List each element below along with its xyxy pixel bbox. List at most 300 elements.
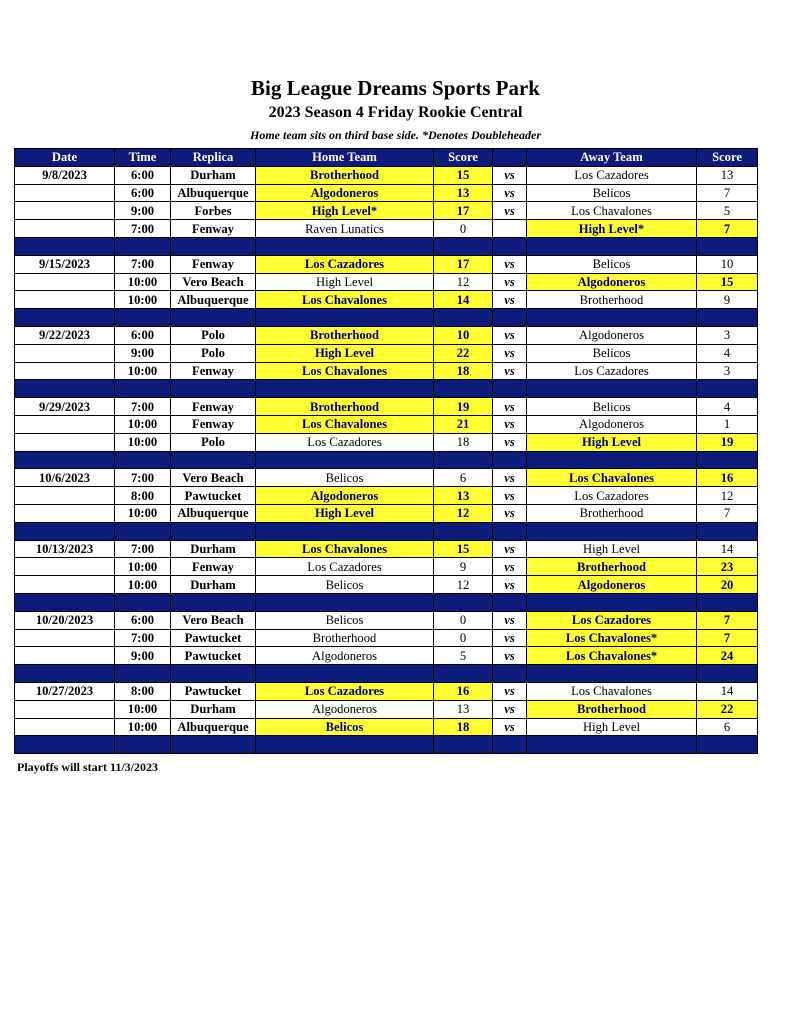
game-time: 7:00 <box>115 629 171 647</box>
table-row <box>15 415 758 433</box>
separator-cell <box>115 593 171 611</box>
game-time: 10:00 <box>115 362 171 380</box>
home-score: 21 <box>434 415 493 433</box>
game-date: 10/13/2023 <box>15 540 115 558</box>
game-replica: Durham <box>171 700 256 718</box>
home-score: 12 <box>434 273 493 291</box>
away-team: Belicos <box>527 255 697 273</box>
away-team: Belicos <box>527 344 697 362</box>
table-row <box>15 504 758 522</box>
separator-cell <box>115 237 171 255</box>
home-score: 6 <box>434 469 493 487</box>
away-score: 23 <box>697 558 758 576</box>
game-time: 10:00 <box>115 718 171 736</box>
home-team: Los Cazadores <box>256 255 434 273</box>
home-team: Los Cazadores <box>256 433 434 451</box>
away-score: 7 <box>697 504 758 522</box>
away-score: 14 <box>697 682 758 700</box>
away-score: 7 <box>697 611 758 629</box>
game-date: 10/6/2023 <box>15 469 115 487</box>
separator-cell <box>256 522 434 540</box>
game-time: 7:00 <box>115 398 171 416</box>
vs-label: vs <box>493 718 527 736</box>
week-separator <box>15 593 758 611</box>
game-replica: Pawtucket <box>171 629 256 647</box>
home-team: Los Chavalones <box>256 291 434 309</box>
vs-label: vs <box>493 558 527 576</box>
separator-cell <box>115 736 171 754</box>
schedule-table <box>14 148 758 754</box>
game-time: 7:00 <box>115 220 171 238</box>
separator-cell <box>15 309 115 327</box>
table-row <box>15 611 758 629</box>
away-team: Los Cazadores <box>527 362 697 380</box>
vs-label: vs <box>493 469 527 487</box>
separator-cell <box>527 593 697 611</box>
game-replica: Vero Beach <box>171 611 256 629</box>
vs-label <box>493 220 527 238</box>
game-replica: Albuquerque <box>171 718 256 736</box>
away-score: 24 <box>697 647 758 665</box>
separator-cell <box>434 593 493 611</box>
week-separator <box>15 736 758 754</box>
table-row <box>15 487 758 505</box>
game-time: 10:00 <box>115 576 171 594</box>
away-team: Belicos <box>527 184 697 202</box>
schedule-body <box>15 166 758 753</box>
separator-cell <box>493 309 527 327</box>
separator-cell <box>493 237 527 255</box>
home-team-note: Home team sits on third base side. *Denotes Doubleheader <box>250 128 541 142</box>
away-score: 10 <box>697 255 758 273</box>
week-separator <box>15 522 758 540</box>
vs-label: vs <box>493 398 527 416</box>
game-replica: Albuquerque <box>171 504 256 522</box>
home-score: 10 <box>434 326 493 344</box>
week-separator <box>15 309 758 327</box>
away-team: Los Cazadores <box>527 166 697 184</box>
separator-cell <box>434 309 493 327</box>
game-time: 10:00 <box>115 700 171 718</box>
game-replica: Durham <box>171 576 256 594</box>
table-row <box>15 202 758 220</box>
table-row <box>15 220 758 238</box>
table-row <box>15 273 758 291</box>
away-team: High Level <box>527 433 697 451</box>
away-score: 12 <box>697 487 758 505</box>
separator-cell <box>115 380 171 398</box>
away-score: 16 <box>697 469 758 487</box>
separator-cell <box>115 451 171 469</box>
away-score: 22 <box>697 700 758 718</box>
separator-cell <box>493 451 527 469</box>
separator-cell <box>434 522 493 540</box>
home-team: Los Chavalones <box>256 415 434 433</box>
game-time: 10:00 <box>115 504 171 522</box>
separator-cell <box>171 380 256 398</box>
away-score: 9 <box>697 291 758 309</box>
separator-cell <box>527 736 697 754</box>
home-score: 13 <box>434 487 493 505</box>
game-time: 9:00 <box>115 647 171 665</box>
table-row <box>15 558 758 576</box>
away-team: Algodoneros <box>527 326 697 344</box>
season-subtitle: 2023 Season 4 Friday Rookie Central <box>268 104 523 121</box>
game-date <box>15 220 115 238</box>
home-score: 5 <box>434 647 493 665</box>
game-replica: Pawtucket <box>171 682 256 700</box>
home-team: Algodoneros <box>256 700 434 718</box>
separator-cell <box>171 665 256 683</box>
table-row <box>15 629 758 647</box>
game-replica: Polo <box>171 433 256 451</box>
home-score: 19 <box>434 398 493 416</box>
separator-cell <box>171 593 256 611</box>
vs-label: vs <box>493 629 527 647</box>
table-row <box>15 166 758 184</box>
separator-cell <box>697 237 758 255</box>
game-time: 6:00 <box>115 166 171 184</box>
game-date <box>15 291 115 309</box>
home-score: 15 <box>434 540 493 558</box>
week-separator <box>15 451 758 469</box>
home-score: 13 <box>434 184 493 202</box>
vs-label: vs <box>493 344 527 362</box>
away-score: 15 <box>697 273 758 291</box>
game-date: 9/22/2023 <box>15 326 115 344</box>
separator-cell <box>697 380 758 398</box>
week-separator <box>15 665 758 683</box>
home-team: Brotherhood <box>256 166 434 184</box>
game-replica: Pawtucket <box>171 647 256 665</box>
separator-cell <box>434 665 493 683</box>
game-replica: Fenway <box>171 255 256 273</box>
game-date <box>15 487 115 505</box>
vs-label: vs <box>493 700 527 718</box>
table-row <box>15 255 758 273</box>
away-score: 20 <box>697 576 758 594</box>
home-score: 0 <box>434 220 493 238</box>
table-row <box>15 647 758 665</box>
home-score: 22 <box>434 344 493 362</box>
game-date <box>15 629 115 647</box>
table-row <box>15 718 758 736</box>
separator-cell <box>15 665 115 683</box>
col-header-home-score: Score <box>434 149 493 167</box>
separator-cell <box>15 593 115 611</box>
vs-label: vs <box>493 487 527 505</box>
game-replica: Pawtucket <box>171 487 256 505</box>
home-team: Raven Lunatics <box>256 220 434 238</box>
separator-cell <box>697 451 758 469</box>
game-time: 8:00 <box>115 682 171 700</box>
table-row <box>15 540 758 558</box>
away-team: Los Chavalones <box>527 469 697 487</box>
game-date <box>15 718 115 736</box>
home-team: Belicos <box>256 469 434 487</box>
col-header-away-score: Score <box>697 149 758 167</box>
vs-label: vs <box>493 576 527 594</box>
home-team: Brotherhood <box>256 398 434 416</box>
col-header-date: Date <box>15 149 115 167</box>
home-score: 18 <box>434 362 493 380</box>
separator-cell <box>171 309 256 327</box>
separator-cell <box>115 665 171 683</box>
away-score: 3 <box>697 326 758 344</box>
home-team: Los Chavalones <box>256 362 434 380</box>
separator-cell <box>527 522 697 540</box>
game-date <box>15 433 115 451</box>
table-row <box>15 291 758 309</box>
away-score: 7 <box>697 184 758 202</box>
separator-cell <box>15 522 115 540</box>
game-date <box>15 558 115 576</box>
home-team: Algodoneros <box>256 184 434 202</box>
home-score: 16 <box>434 682 493 700</box>
home-team: High Level* <box>256 202 434 220</box>
game-date: 9/8/2023 <box>15 166 115 184</box>
table-row <box>15 576 758 594</box>
table-row <box>15 344 758 362</box>
separator-cell <box>697 736 758 754</box>
away-team: Los Cazadores <box>527 611 697 629</box>
game-replica: Fenway <box>171 398 256 416</box>
away-team: High Level* <box>527 220 697 238</box>
separator-cell <box>527 309 697 327</box>
home-team: Los Cazadores <box>256 558 434 576</box>
game-time: 9:00 <box>115 344 171 362</box>
away-score: 1 <box>697 415 758 433</box>
separator-cell <box>256 593 434 611</box>
col-header-time: Time <box>115 149 171 167</box>
table-row <box>15 700 758 718</box>
separator-cell <box>493 665 527 683</box>
vs-label: vs <box>493 540 527 558</box>
home-team: High Level <box>256 344 434 362</box>
home-team: Brotherhood <box>256 326 434 344</box>
separator-cell <box>527 665 697 683</box>
separator-cell <box>256 237 434 255</box>
separator-cell <box>171 237 256 255</box>
home-score: 18 <box>434 433 493 451</box>
away-team: Brotherhood <box>527 700 697 718</box>
game-date <box>15 344 115 362</box>
game-replica: Albuquerque <box>171 184 256 202</box>
separator-cell <box>434 237 493 255</box>
separator-cell <box>697 522 758 540</box>
col-header-home-team: Home Team <box>256 149 434 167</box>
table-row <box>15 184 758 202</box>
separator-cell <box>527 237 697 255</box>
away-score: 19 <box>697 433 758 451</box>
home-score: 17 <box>434 255 493 273</box>
col-header-vs <box>493 149 527 167</box>
game-time: 10:00 <box>115 273 171 291</box>
away-team: Brotherhood <box>527 291 697 309</box>
game-time: 6:00 <box>115 184 171 202</box>
game-date: 9/29/2023 <box>15 398 115 416</box>
separator-cell <box>493 522 527 540</box>
vs-label: vs <box>493 682 527 700</box>
separator-cell <box>256 451 434 469</box>
home-team: High Level <box>256 273 434 291</box>
game-date <box>15 362 115 380</box>
game-time: 10:00 <box>115 558 171 576</box>
separator-cell <box>171 522 256 540</box>
game-time: 7:00 <box>115 540 171 558</box>
playoffs-note: Playoffs will start 11/3/2023 <box>17 760 158 774</box>
game-replica: Albuquerque <box>171 291 256 309</box>
away-score: 4 <box>697 398 758 416</box>
separator-cell <box>256 380 434 398</box>
game-replica: Fenway <box>171 558 256 576</box>
away-score: 7 <box>697 220 758 238</box>
col-header-away-team: Away Team <box>527 149 697 167</box>
week-separator <box>15 380 758 398</box>
away-team: Los Chavalones* <box>527 629 697 647</box>
game-time: 7:00 <box>115 469 171 487</box>
table-row <box>15 398 758 416</box>
separator-cell <box>434 451 493 469</box>
home-score: 0 <box>434 611 493 629</box>
separator-cell <box>15 237 115 255</box>
game-replica: Vero Beach <box>171 469 256 487</box>
separator-cell <box>256 736 434 754</box>
vs-label: vs <box>493 255 527 273</box>
separator-cell <box>697 309 758 327</box>
vs-label: vs <box>493 362 527 380</box>
away-team: High Level <box>527 718 697 736</box>
game-date <box>15 576 115 594</box>
away-team: Los Cazadores <box>527 487 697 505</box>
home-team: High Level <box>256 504 434 522</box>
away-team: Belicos <box>527 398 697 416</box>
away-score: 4 <box>697 344 758 362</box>
game-time: 10:00 <box>115 291 171 309</box>
away-score: 7 <box>697 629 758 647</box>
vs-label: vs <box>493 184 527 202</box>
separator-cell <box>697 593 758 611</box>
game-date <box>15 700 115 718</box>
vs-label: vs <box>493 166 527 184</box>
vs-label: vs <box>493 326 527 344</box>
game-date: 10/20/2023 <box>15 611 115 629</box>
away-team: Los Chavalones <box>527 202 697 220</box>
game-replica: Fenway <box>171 362 256 380</box>
game-replica: Durham <box>171 166 256 184</box>
vs-label: vs <box>493 433 527 451</box>
vs-label: vs <box>493 647 527 665</box>
home-score: 12 <box>434 576 493 594</box>
week-separator <box>15 237 758 255</box>
game-replica: Fenway <box>171 220 256 238</box>
separator-cell <box>15 736 115 754</box>
home-team: Belicos <box>256 576 434 594</box>
separator-cell <box>15 451 115 469</box>
game-date: 9/15/2023 <box>15 255 115 273</box>
game-replica: Forbes <box>171 202 256 220</box>
game-date <box>15 504 115 522</box>
home-score: 0 <box>434 629 493 647</box>
away-team: Algodoneros <box>527 576 697 594</box>
table-row <box>15 326 758 344</box>
separator-cell <box>434 380 493 398</box>
game-replica: Fenway <box>171 415 256 433</box>
home-team: Algodoneros <box>256 487 434 505</box>
separator-cell <box>493 736 527 754</box>
game-date <box>15 415 115 433</box>
away-score: 13 <box>697 166 758 184</box>
table-row <box>15 362 758 380</box>
col-header-replica: Replica <box>171 149 256 167</box>
vs-label: vs <box>493 291 527 309</box>
game-replica: Polo <box>171 344 256 362</box>
away-team: Algodoneros <box>527 273 697 291</box>
home-score: 17 <box>434 202 493 220</box>
page-title: Big League Dreams Sports Park <box>251 76 540 100</box>
vs-label: vs <box>493 273 527 291</box>
home-team: Belicos <box>256 611 434 629</box>
separator-cell <box>115 522 171 540</box>
home-score: 18 <box>434 718 493 736</box>
separator-cell <box>527 451 697 469</box>
game-date: 10/27/2023 <box>15 682 115 700</box>
game-replica: Vero Beach <box>171 273 256 291</box>
away-score: 14 <box>697 540 758 558</box>
separator-cell <box>493 593 527 611</box>
game-time: 8:00 <box>115 487 171 505</box>
home-score: 13 <box>434 700 493 718</box>
away-score: 3 <box>697 362 758 380</box>
separator-cell <box>697 665 758 683</box>
game-time: 10:00 <box>115 415 171 433</box>
away-team: Algodoneros <box>527 415 697 433</box>
table-row <box>15 682 758 700</box>
game-time: 10:00 <box>115 433 171 451</box>
home-team: Brotherhood <box>256 629 434 647</box>
home-team: Belicos <box>256 718 434 736</box>
home-score: 15 <box>434 166 493 184</box>
vs-label: vs <box>493 415 527 433</box>
separator-cell <box>171 736 256 754</box>
home-score: 9 <box>434 558 493 576</box>
home-team: Los Chavalones <box>256 540 434 558</box>
game-time: 7:00 <box>115 255 171 273</box>
away-team: Brotherhood <box>527 504 697 522</box>
away-team: High Level <box>527 540 697 558</box>
game-replica: Durham <box>171 540 256 558</box>
vs-label: vs <box>493 611 527 629</box>
game-time: 9:00 <box>115 202 171 220</box>
separator-cell <box>493 380 527 398</box>
game-time: 6:00 <box>115 326 171 344</box>
table-header-row <box>15 149 758 167</box>
separator-cell <box>15 380 115 398</box>
away-score: 6 <box>697 718 758 736</box>
game-date <box>15 647 115 665</box>
vs-label: vs <box>493 504 527 522</box>
game-date <box>15 184 115 202</box>
separator-cell <box>434 736 493 754</box>
separator-cell <box>115 309 171 327</box>
away-team: Brotherhood <box>527 558 697 576</box>
game-date <box>15 273 115 291</box>
away-team: Los Chavalones <box>527 682 697 700</box>
separator-cell <box>171 451 256 469</box>
game-time: 6:00 <box>115 611 171 629</box>
home-score: 12 <box>434 504 493 522</box>
table-row <box>15 469 758 487</box>
